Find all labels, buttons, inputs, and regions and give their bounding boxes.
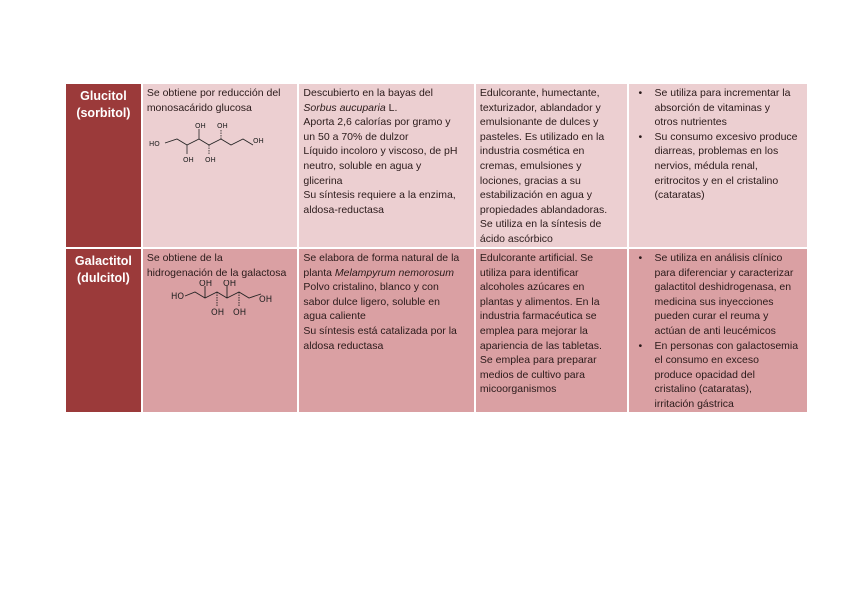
- text-line: produce opacidad del: [654, 368, 755, 381]
- description-cell: [299, 249, 474, 412]
- text-line: emulsionante de dulces y: [479, 116, 599, 129]
- text-line: emplea para mejorar la: [479, 324, 588, 337]
- text-line: agua caliente: [303, 310, 366, 323]
- oh-label: OH: [222, 280, 236, 290]
- oh-label: OH: [232, 308, 246, 319]
- compound-name: Glucitol: [80, 89, 127, 103]
- compound-common-name: (dulcitol): [77, 271, 130, 285]
- obtention-cell: [143, 249, 298, 412]
- bullet-item: [655, 339, 804, 412]
- text-line: (cataratas): [654, 189, 705, 202]
- species-suffix: L.: [385, 101, 398, 114]
- text-line: estabilización en agua y: [479, 189, 592, 202]
- text-line: ácido ascórbico: [479, 232, 553, 245]
- text-line: plantas y alimentos. En la: [479, 295, 600, 308]
- text-line: Edulcorante artificial. Se: [479, 252, 594, 264]
- text-line: hidrogenación de la galactosa: [146, 266, 287, 279]
- text-line: absorción de vitaminas y: [654, 101, 771, 114]
- carbohydrate-table: [66, 84, 807, 412]
- text-line: neutro, soluble en agua y: [303, 159, 422, 172]
- uses-cell: [476, 249, 627, 412]
- bullet-item: [655, 130, 804, 203]
- text-line: propiedades ablandadoras.: [479, 203, 608, 216]
- glucitol-structure-image: [147, 121, 267, 169]
- bullet-list: [633, 86, 804, 203]
- text-line: un 50 a 70% de dulzor: [303, 130, 409, 143]
- text-line: • Se utiliza en análisis clínico: [654, 252, 783, 264]
- uses-cell: [476, 84, 627, 247]
- text-line: alcoholes azúcares en: [479, 281, 585, 294]
- galactitol-structure-image: [147, 280, 277, 326]
- compound-name: Galactitol: [74, 254, 132, 268]
- text-line: Se emplea para preparar: [479, 354, 597, 367]
- text-line: otros nutrientes: [654, 116, 727, 129]
- text-line: medios de cultivo para: [479, 368, 585, 381]
- text-line: Su síntesis requiere a la enzima,: [303, 189, 456, 202]
- text-line: aldosa reductasa: [303, 339, 384, 352]
- text-line: irritación gástrica: [654, 397, 734, 410]
- text-line: sabor dulce ligero, soluble en: [303, 295, 440, 308]
- text-line: el consumo en exceso: [654, 354, 759, 367]
- ho-label: HO: [170, 292, 184, 303]
- bullet-list: [633, 251, 804, 412]
- text-line: Se obtiene de la: [146, 252, 223, 264]
- text-line: planta: [303, 266, 335, 279]
- text-line: lociones, gracias a su: [479, 174, 581, 187]
- text-line: glicerina: [303, 174, 343, 187]
- compound-common-name: (sorbitol): [76, 106, 131, 120]
- oh-label: OH: [258, 295, 272, 306]
- text-line: eritrocitos y en el cristalino: [654, 174, 779, 187]
- text-line: micoorganismos: [479, 383, 557, 396]
- text-line: actúan de anti leucémicos: [654, 324, 776, 337]
- species-name: Sorbus aucuparia: [303, 101, 386, 114]
- text-line: • En personas con galactosemia: [654, 339, 799, 352]
- text-line: Se elabora de forma natural de la: [303, 252, 460, 264]
- text-line: Se obtiene por reducción del: [146, 87, 281, 99]
- notes-cell: [629, 249, 808, 412]
- text-line: aldosa-reductasa: [303, 203, 384, 216]
- text-line: industria farmacéutica se: [479, 310, 597, 323]
- text-line: apariencia de las tabletas.: [479, 339, 602, 352]
- text-line: cristalino (cataratas),: [654, 383, 752, 396]
- bullet-item: [655, 86, 804, 130]
- text-line: texturizador, ablandador y: [479, 101, 601, 114]
- text-line: nervios, médula renal,: [654, 159, 758, 172]
- text-line: galactitol deshidrogenasa, en: [654, 281, 792, 294]
- table-row-galactitol: [66, 249, 807, 412]
- text-line: • Su consumo excesivo produce: [654, 130, 798, 143]
- description-cell: [299, 84, 474, 247]
- oh-label: OH: [198, 280, 212, 290]
- table-row-glucitol: [66, 84, 807, 247]
- oh-label: OH: [204, 156, 216, 165]
- text-line: Aporta 2,6 calorías por gramo y: [303, 116, 451, 129]
- text-line: diarreas, problemas en los: [654, 145, 779, 158]
- species-name: Melampyrum nemorosum: [334, 266, 454, 279]
- text-line: industria cosmética en: [479, 145, 585, 158]
- text-line: Polvo cristalino, blanco y con: [303, 281, 439, 294]
- text-line: medicina sus inyecciones: [654, 295, 774, 308]
- row-header-glucitol: [66, 84, 141, 247]
- text-line: utiliza para identificar: [479, 266, 579, 279]
- oh-label: OH: [182, 156, 194, 165]
- bullet-item: [655, 251, 804, 339]
- text-line: Descubierto en la bayas del: [303, 87, 433, 99]
- text-line: pueden curar el reuma y: [654, 310, 769, 323]
- text-line: Su síntesis está catalizada por la: [303, 324, 457, 337]
- text-line: • Se utiliza para incrementar la: [654, 87, 791, 99]
- notes-cell: [629, 84, 808, 247]
- oh-label: OH: [194, 122, 206, 131]
- text-line: Edulcorante, humectante,: [479, 87, 600, 99]
- text-line: monosacárido glucosa: [146, 101, 252, 114]
- text-line: pasteles. Es utilizado en la: [479, 130, 605, 143]
- text-line: Líquido incoloro y viscoso, de pH: [303, 145, 458, 158]
- oh-label: OH: [252, 137, 264, 146]
- oh-label: OH: [216, 122, 228, 131]
- ho-label: HO: [148, 140, 160, 149]
- text-line: para diferenciar y caracterizar: [654, 266, 794, 279]
- text-line: cremas, emulsiones y: [479, 159, 582, 172]
- row-header-galactitol: [66, 249, 141, 412]
- oh-label: OH: [210, 308, 224, 319]
- text-line: Se utiliza en la síntesis de: [479, 218, 602, 231]
- obtention-cell: [143, 84, 298, 247]
